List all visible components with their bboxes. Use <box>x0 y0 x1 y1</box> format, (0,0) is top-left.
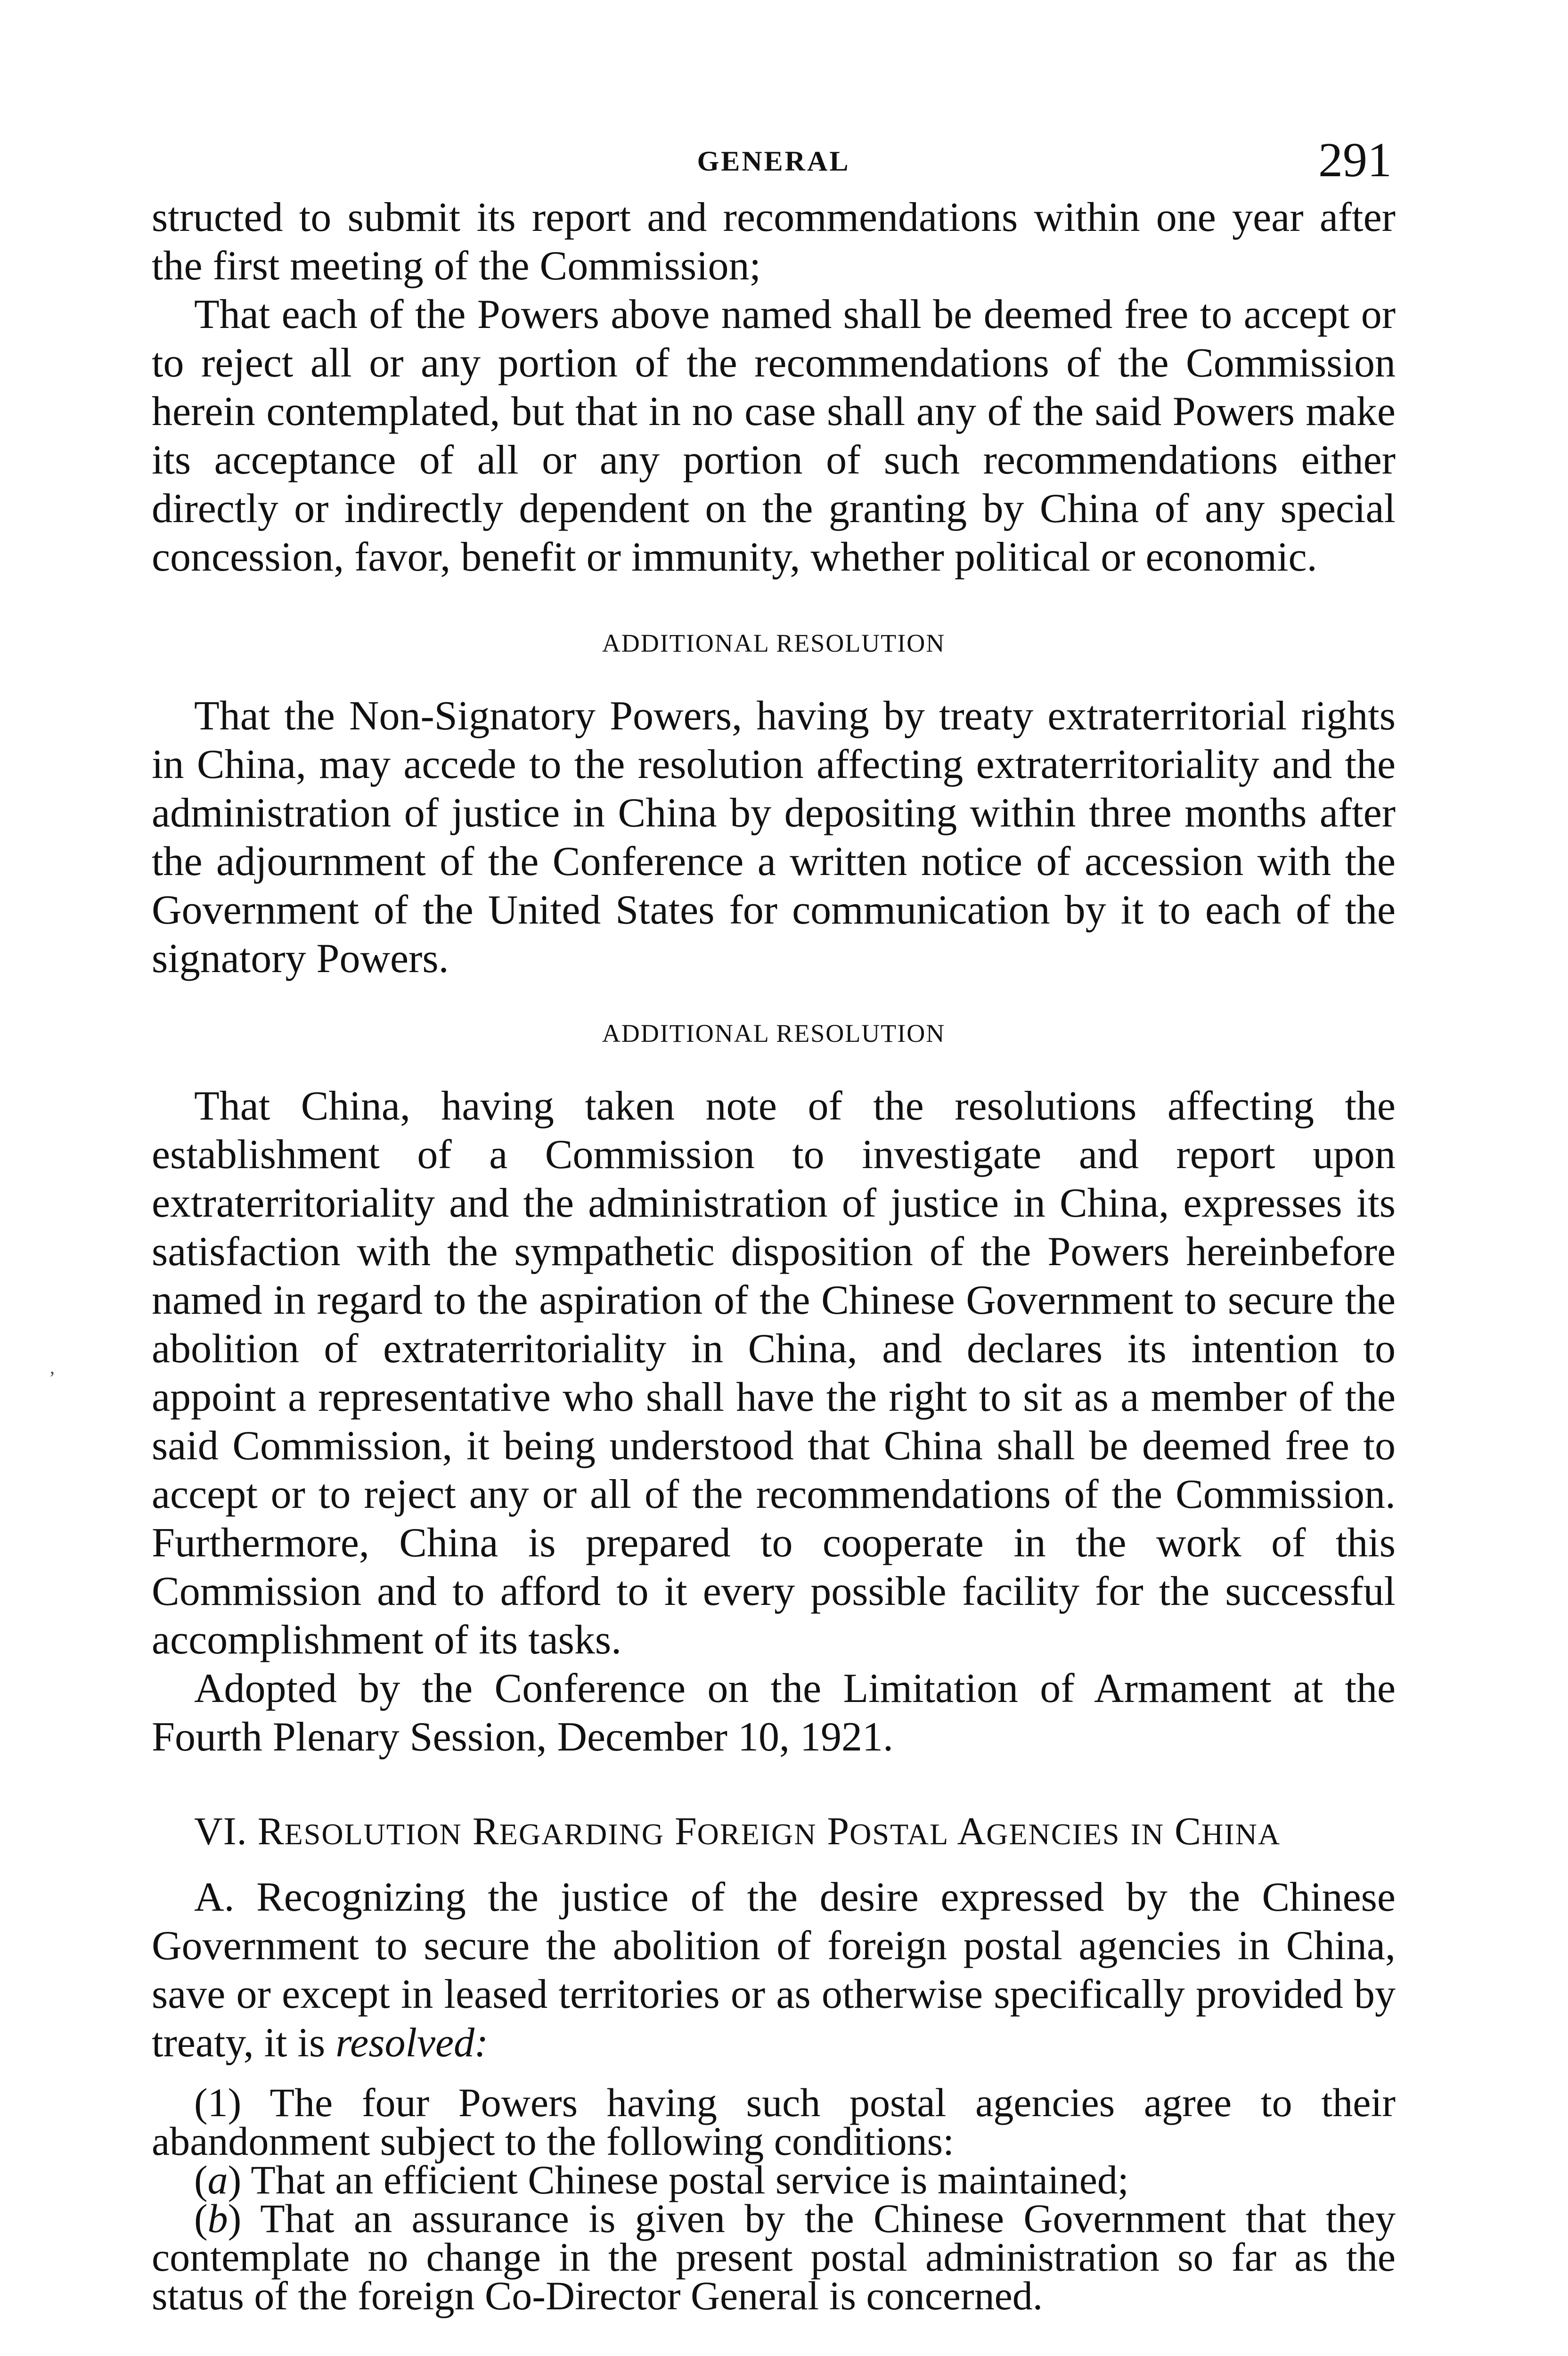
document-page <box>152 127 1396 2318</box>
section-numeral: VI. <box>194 1809 247 1853</box>
item-b: (b) That an assurance is given by the Chinese Government that they contemplate no change in the present postal administration so far as the status of the foreign Co-Director General is concerned. <box>152 2196 1396 2318</box>
page-header <box>152 127 1396 193</box>
page-number: 291 <box>1318 133 1392 187</box>
resolved-italic: resolved: <box>335 2020 489 2066</box>
adoption-note: Adopted by the Conference on the Limitation of Armament at the Fourth Plenary Session, December 10, 1921. <box>152 1666 1396 1760</box>
stray-print-mark: ‚ <box>49 1357 56 1378</box>
additional-resolution-text: That the Non-Signatory Powers, having by treaty extraterritorial rights in China, may accede to the resolution affecting extraterritoriality and the administration of justice in China by depositing within three months after the adjournment of the Conference a written notice of accession with the Government of the United States for communication by it to each of the signatory Powers. <box>152 693 1396 982</box>
additional-resolution-heading-2: ADDITIONAL RESOLUTION <box>602 1019 946 1047</box>
paragraph-continuation: structed to submit its report and recommendations within one year after the first meeting of the Commission; <box>152 195 1396 289</box>
running-head: GENERAL <box>697 146 850 177</box>
additional-resolution-heading: ADDITIONAL RESOLUTION <box>602 629 946 657</box>
paragraph-a-recognizing: A. Recognizing the justice of the desire expressed by the Chinese Government to secure the abolition of foreign postal agencies in China, save or except in leased territories or as otherwise specifically provided by treaty, it is resolved: <box>152 1874 1396 2066</box>
paragraph-powers-free: That each of the Powers above named shall be deemed free to accept or to reject all or any portion of the recommendations of the Commission herein contemplated, but that in no case shall any of the said Powers make its acceptance of all or any portion of such recommendations either directly or indirectly dependent on the granting by China of any special concession, favor, benefit or immunity, whether political or economic. <box>152 292 1396 580</box>
item-a: (a) That an efficient Chinese postal service is maintained; <box>194 2157 1129 2202</box>
additional-resolution-text-2: That China, having taken note of the resolutions affecting the establishment of a Commission to investigate and report upon extraterritoriality and the administration of justice in China, expresses its satisfaction with the sympathetic disposition of the Powers hereinbefore named in regard to the aspiration of the Chinese Government to secure the abolition of extraterritoriality in China, and declares its intention to appoint a representative who shall have the right to sit as a member of the said Commission, it being understood that China shall be deemed free to accept or to reject any or all of the recommendations of the Commission. Furthermore, China is prepared to cooperate in the work of this Commission and to afford to it every possible facility for the successful accomplishment of its tasks. <box>152 1083 1396 1663</box>
section-vi-heading: VI. RESOLUTION REGARDING FOREIGN POSTAL AGENCIES IN CHINA <box>194 1809 1281 1853</box>
item-1: (1) The four Powers having such postal agencies agree to their abandonment subject to the following conditions: <box>152 2080 1396 2164</box>
